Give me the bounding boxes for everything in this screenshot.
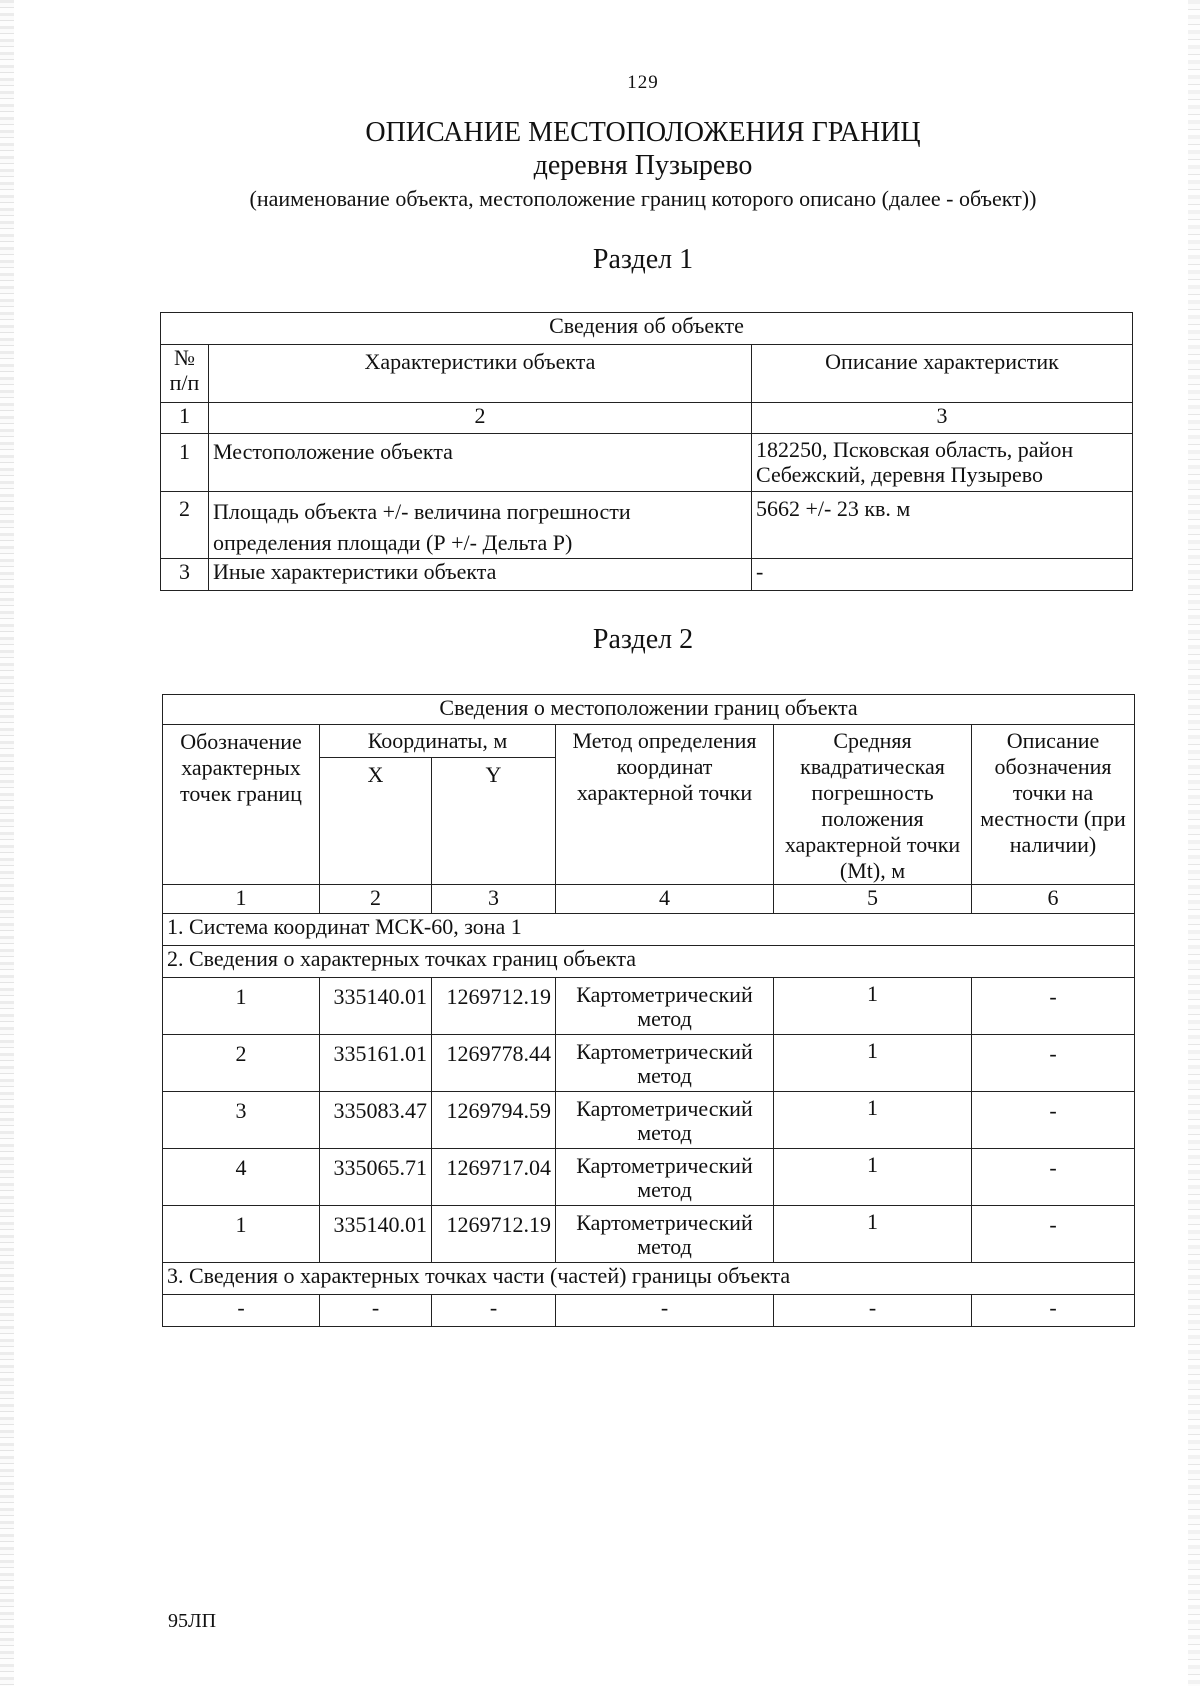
point-y: 1269717.04 [432,1149,556,1206]
part-value: - [163,1295,320,1327]
part-value: - [320,1295,432,1327]
table-row [163,978,1135,1035]
point-method: Картометрический метод [556,1035,774,1092]
header-coordinates: Координаты, м [320,725,556,758]
point-x: 335083.47 [320,1092,432,1149]
coordinate-system-row: 1. Система координат МСК-60, зона 1 [163,914,1135,946]
row-number: 2 [161,492,209,559]
point-method: Картометрический метод [556,1092,774,1149]
row-value: 182250, Псковская область, район Себежский, деревня Пузырево [752,434,1133,492]
point-id: 2 [163,1035,320,1092]
page-number: 129 [627,72,659,93]
document-note: (наименование объекта, местоположение границ которого описано (далее - объект)) [249,186,1037,211]
point-error: 1 [774,1035,972,1092]
point-description: - [972,1092,1135,1149]
object-info-table [160,312,1133,591]
header-method: Метод определения координат характерной точки [556,725,774,885]
point-description: - [972,1149,1135,1206]
header-x: X [320,757,432,884]
boundary-points-subheading: 2. Сведения о характерных точках границ объекта [163,946,1135,978]
col-number-2: 2 [209,403,752,434]
part-value: - [774,1295,972,1327]
point-y: 1269712.19 [432,1206,556,1263]
point-y: 1269778.44 [432,1035,556,1092]
table-row [163,1035,1135,1092]
part-value: - [972,1295,1135,1327]
section-2-heading: Раздел 2 [592,624,694,655]
point-x: 335065.71 [320,1149,432,1206]
part-value: - [556,1295,774,1327]
col-number-3: 3 [432,885,556,914]
boundary-points-table [162,694,1135,1327]
row-number: 1 [161,434,209,492]
row-value: 5662 +/- 23 кв. м [752,492,1133,559]
table-row [163,1295,1135,1327]
row-value: - [752,559,1133,591]
header-designation: Обозначение характерных точек границ [163,725,320,885]
point-x: 335161.01 [320,1035,432,1092]
part-value: - [432,1295,556,1327]
point-description: - [972,1206,1135,1263]
col-number-4: 4 [556,885,774,914]
point-description: - [972,978,1135,1035]
point-error: 1 [774,1092,972,1149]
row-name: Площадь объекта +/- величина погрешности определения площади (Р +/- Дельта Р) [209,492,752,559]
col-number-3: 3 [752,403,1133,434]
col-number-1: 1 [161,403,209,434]
header-number: № п/п [161,345,209,403]
header-error: Средняя квадратическая погрешность положения характерной точки (Mt), м [774,725,972,885]
point-description: - [972,1035,1135,1092]
header-y: Y [432,757,556,884]
point-id: 1 [163,978,320,1035]
point-method: Картометрический метод [556,978,774,1035]
row-name: Местоположение объекта [209,434,752,492]
row-name: Иные характеристики объекта [209,559,752,591]
table-row [161,559,1133,591]
part-points-subheading: 3. Сведения о характерных точках части (частей) границы объекта [163,1263,1135,1295]
point-error: 1 [774,1206,972,1263]
footer-code: 95ЛП [168,1610,217,1632]
col-number-1: 1 [163,885,320,914]
point-method: Картометрический метод [556,1149,774,1206]
point-id: 4 [163,1149,320,1206]
header-description: Описание обозначения точки на местности (при наличии) [972,725,1135,885]
col-number-5: 5 [774,885,972,914]
header-description: Описание характеристик [752,345,1133,403]
table-title: Сведения об объекте [161,313,1133,345]
point-id: 3 [163,1092,320,1149]
section-1-heading: Раздел 1 [592,244,694,275]
point-y: 1269794.59 [432,1092,556,1149]
row-number: 3 [161,559,209,591]
point-x: 335140.01 [320,1206,432,1263]
point-y: 1269712.19 [432,978,556,1035]
point-id: 1 [163,1206,320,1263]
table-row [163,1092,1135,1149]
document-subtitle: деревня Пузырево [533,150,753,181]
point-method: Картометрический метод [556,1206,774,1263]
table-title: Сведения о местоположении границ объекта [163,695,1135,725]
table-row [161,434,1133,492]
document-title: ОПИСАНИЕ МЕСТОПОЛОЖЕНИЯ ГРАНИЦ [365,117,921,148]
col-number-2: 2 [320,885,432,914]
point-x: 335140.01 [320,978,432,1035]
point-error: 1 [774,1149,972,1206]
table-row [163,1149,1135,1206]
table-row [161,492,1133,559]
point-error: 1 [774,978,972,1035]
col-number-6: 6 [972,885,1135,914]
header-characteristics: Характеристики объекта [209,345,752,403]
table-row [163,1206,1135,1263]
